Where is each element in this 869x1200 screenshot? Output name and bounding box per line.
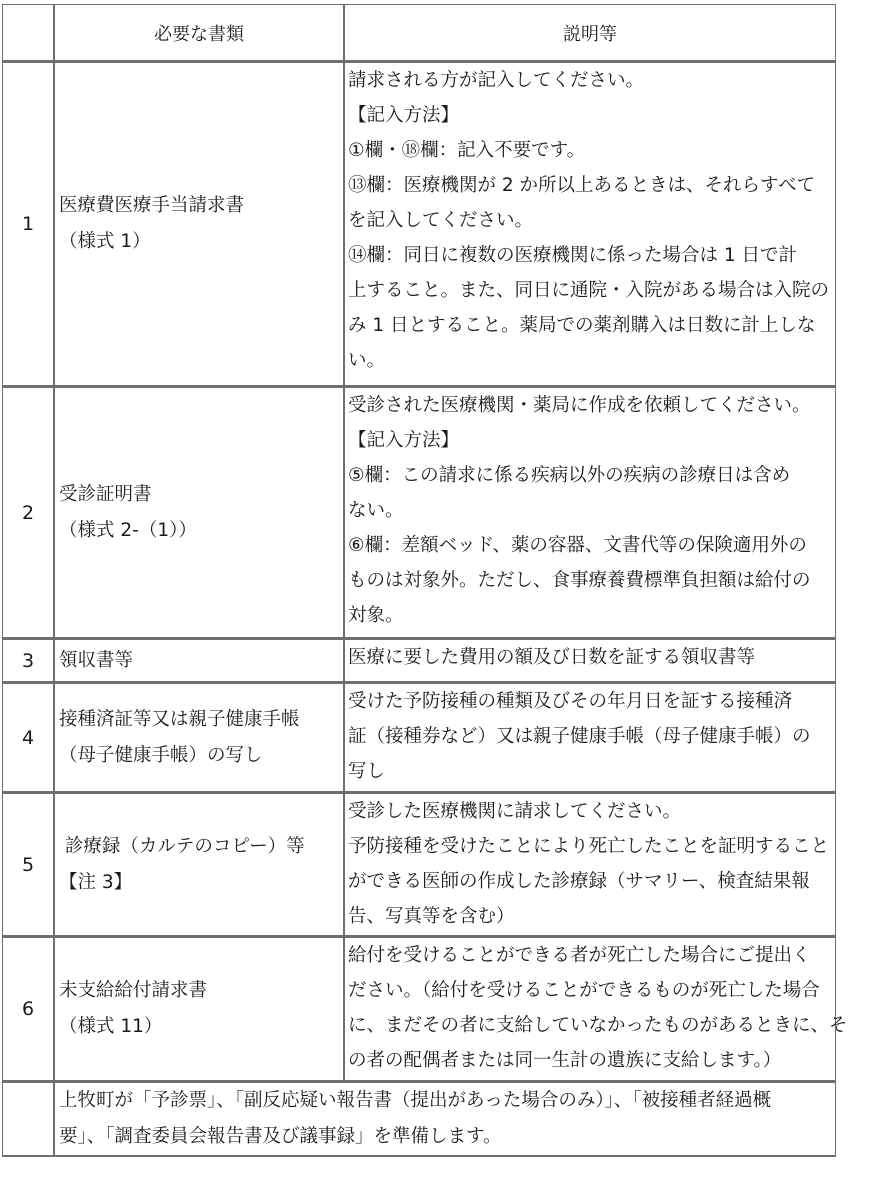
footer-empty-cell [2, 1082, 54, 1157]
description-line: に、まだその者に支給していなかったものがあるときに、そ [348, 1015, 848, 1036]
description-line: ない。 [348, 500, 404, 521]
document-description [344, 62, 836, 387]
row-number: 4 [2, 683, 54, 793]
document-name [54, 683, 344, 793]
document-form-line: （様式 11） [59, 1016, 163, 1037]
header-no [2, 4, 54, 62]
document-note-line: 【注 3】 [59, 871, 133, 893]
description-line: ができる医師の作成した診療録（サマリー、検査結果報 [348, 871, 810, 892]
table-header-row [2, 4, 836, 62]
document-name [54, 793, 344, 937]
row-number: 1 [2, 62, 54, 387]
document-name-line: 診療録（カルテのコピー）等 [59, 835, 305, 857]
footer-row [2, 1082, 836, 1157]
description-line: ⑭欄：同日に複数の医療機関に係った場合は 1 日で計 [348, 245, 798, 266]
document-name-line: 受診証明書 [59, 483, 152, 505]
description-line: 受診した医療機関に請求してください。 [348, 801, 682, 822]
document-name [54, 62, 344, 387]
document-name-line: 未支給給付請求書 [59, 980, 208, 1001]
description-line: み 1 日とすること。薬局での薬剤購入は日数に計上しな [348, 315, 816, 336]
document-name-line: （母子健康手帳）の写し [59, 744, 263, 766]
footer-note [54, 1082, 836, 1157]
document-name-line: 接種済証等又は親子健康手帳 [59, 708, 300, 730]
document-name-line: 領収書等 [59, 649, 134, 671]
description-line: 予防接種を受けたことにより死亡したことを証明すること [348, 836, 830, 857]
row-number: 3 [2, 639, 54, 683]
document-form-line: （様式 1） [59, 231, 151, 252]
description-line: ものは対象外。ただし、食事療養費標準負担額は給付の [348, 570, 811, 591]
table-row [2, 639, 836, 683]
description-line: 医療に要した費用の額及び日数を証する領収書等 [348, 647, 756, 668]
documents-table [2, 4, 848, 1157]
description-line: ①欄・⑱欄：記入不要です。 [348, 140, 586, 161]
document-description [344, 937, 848, 1082]
description-line: 告、写真等を含む） [348, 906, 515, 927]
document-name [54, 639, 344, 683]
document-name [54, 387, 344, 639]
header-description: 説明等 [344, 4, 836, 62]
document-description [344, 793, 836, 937]
table-row [2, 937, 836, 1082]
description-line: 受けた予防接種の種類及びその年月日を証する接種済 [348, 691, 793, 712]
description-line: 請求される方が記入してください。 [348, 70, 645, 91]
description-line: ださい。（給付を受けることができるものが死亡した場合 [348, 980, 820, 1001]
description-line: ⑬欄：医療機関が 2 か所以上あるときは、それらすべて [348, 175, 816, 196]
description-line: 対象。 [348, 605, 404, 626]
table-row [2, 62, 836, 387]
footer-line: 要」、「調査委員会報告書及び議事録」を準備します。 [59, 1126, 502, 1147]
document-form-line: （様式 2-（1）） [59, 519, 197, 541]
table-row [2, 683, 836, 793]
description-line: 上すること。また、同日に通院・入院がある場合は入院の [348, 280, 830, 301]
description-line: 受診された医療機関・薬局に作成を依頼してください。 [348, 395, 811, 416]
row-number: 2 [2, 387, 54, 639]
document-description [344, 639, 836, 683]
row-number: 6 [2, 937, 54, 1082]
header-required-documents: 必要な書類 [54, 4, 344, 62]
document-description [344, 387, 836, 639]
row-number: 5 [2, 793, 54, 937]
description-line: 証（接種券など）又は親子健康手帳（母子健康手帳）の [348, 726, 811, 747]
description-line: 写し [348, 761, 386, 782]
document-name-line: 医療費医療手当請求書 [59, 195, 245, 216]
description-line: 【記入方法】 [348, 105, 460, 126]
description-line: の者の配偶者または同一生計の遺族に支給します。） [348, 1050, 782, 1071]
description-line: を記入してください。 [348, 210, 534, 231]
description-line: ⑤欄：この請求に係る疾病以外の疾病の診療日は含め [348, 465, 791, 486]
description-line: ⑥欄：差額ベッド、薬の容器、文書代等の保険適用外の [348, 535, 807, 556]
description-line: 【記入方法】 [348, 430, 460, 451]
table-row [2, 793, 836, 937]
table-row [2, 387, 836, 639]
document-description [344, 683, 836, 793]
document-name [54, 937, 344, 1082]
footer-line: 上牧町が「予診票」、「副反応疑い報告書（提出があった場合のみ）」、「被接種者経過概 [59, 1090, 772, 1111]
description-line: 給付を受けることができる者が死亡した場合にご提出く [348, 945, 811, 966]
description-line: い。 [348, 350, 386, 371]
